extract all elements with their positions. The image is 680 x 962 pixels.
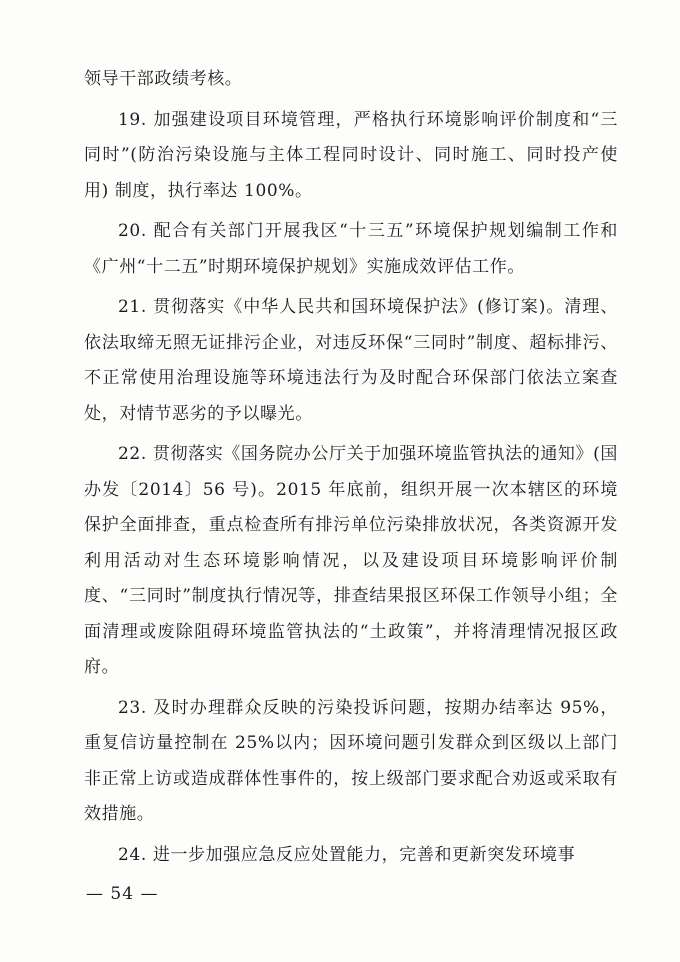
paragraph-item-24: 24. 进一步加强应急反应处置能力，完善和更新突发环境事 (118, 844, 576, 865)
paragraph-item-23: 23. 及时办理群众反映的污染投诉问题，按期办结率达 95%，重复信访量控制在 25%以内；因环境问题引发群众到区级以上部门非正常上访或造成群体性事件的，按上级部门要求配合劝返或采取有效措施。 (84, 697, 618, 824)
paragraph-item-20: 20. 配合有关部门开展我区“十三五”环境保护规划编制工作和《广州“十二五”时期环境保护规划》实施成效评估工作。 (84, 221, 618, 277)
document-body (84, 62, 618, 878)
paragraph-item-19: 19. 加强建设项目环境管理，严格执行环境影响评价制度和“三同时”(防治污染设施与主体工程同时设计、同时施工、同时投产使用) 制度，执行率达 100%。 (84, 109, 618, 201)
page-number: — 54 — (86, 884, 159, 904)
paragraph-item-22: 22. 贯彻落实《国务院办公厅关于加强环境监管执法的通知》(国办发〔2014〕56 号)。2015 年底前，组织开展一次本辖区的环境保护全面排查，重点检查所有排污单位污染排放状况，各类资源开发利用活动对生态环境影响情况，以及建设项目环境影响评价制度、“三同时”制度执行情况等，排查结果报区环保工作领导小组；全面清理或废除阻碍环境监管执法的“土政策”，并将清理情况报区政府。 (84, 444, 618, 677)
paragraph-item-21: 21. 贯彻落实《中华人民共和国环境保护法》(修订案)。清理、依法取缔无照无证排污企业，对违反环保“三同时”制度、超标排污、不正常使用治理设施等环境违法行为及时配合环保部门依法立案查处，对情节恶劣的予以曝光。 (84, 297, 618, 424)
paragraph-continuation: 领导干部政绩考核。 (84, 69, 243, 89)
